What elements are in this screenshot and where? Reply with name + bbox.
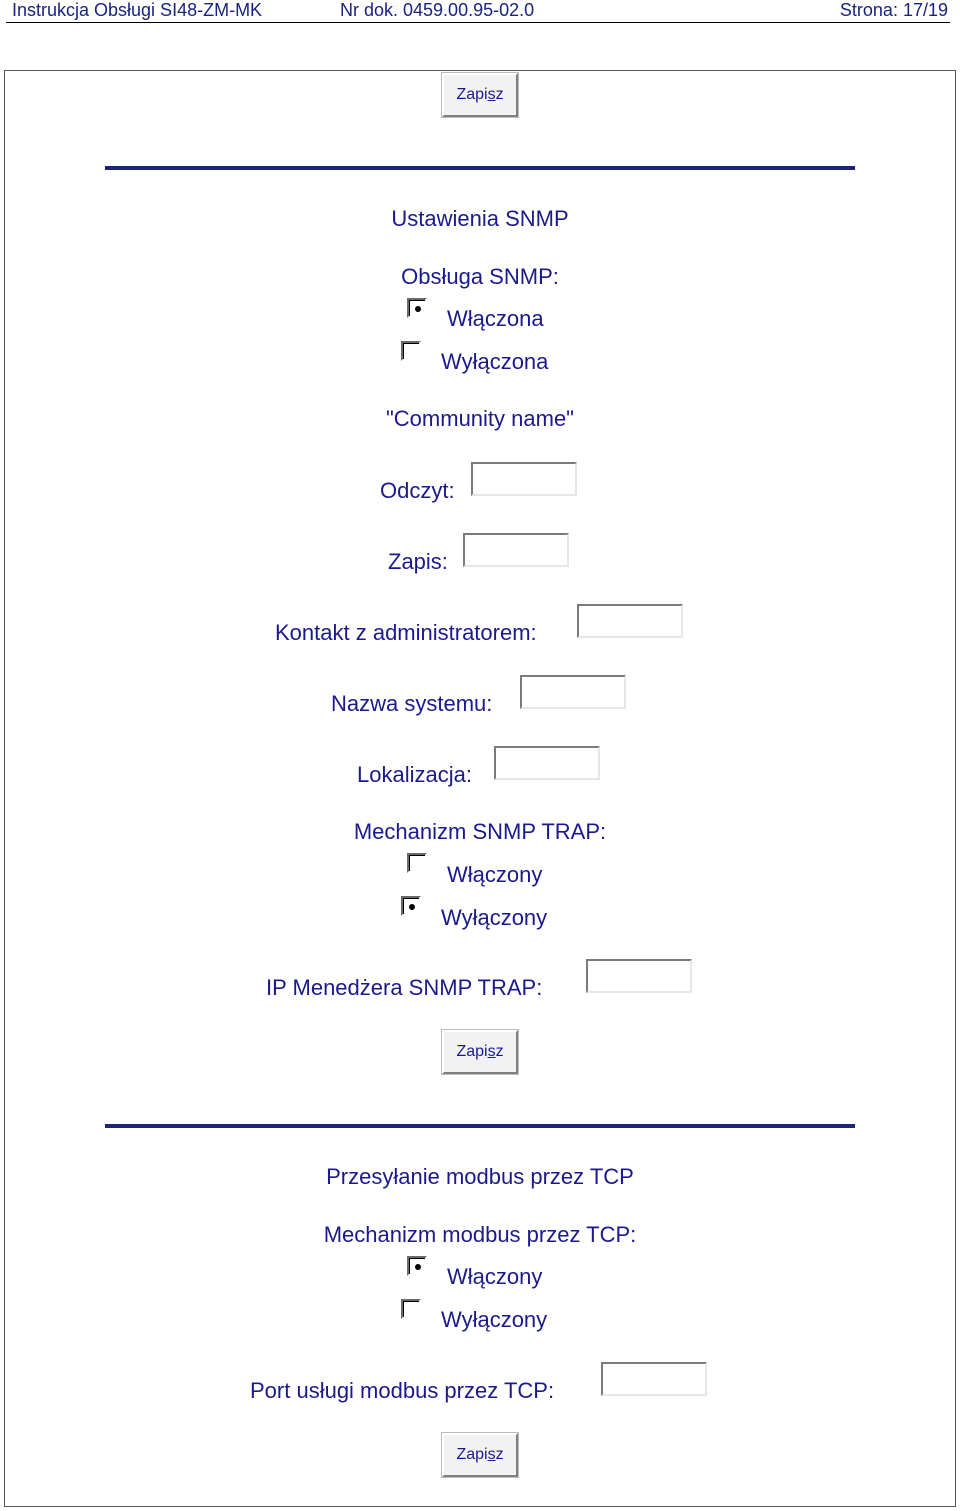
admin-contact-input[interactable] — [577, 604, 683, 638]
system-name-input[interactable] — [520, 675, 626, 709]
save-label-prefix: Zapi — [456, 1446, 488, 1463]
save-label-prefix: Zapi — [456, 1043, 488, 1060]
write-community-input[interactable] — [463, 533, 569, 567]
snmp-disabled-radio[interactable] — [401, 341, 421, 361]
modbus-enabled-label: Włączony — [447, 1264, 543, 1289]
modbus-mechanism-label: Mechanizm modbus przez TCP: — [323, 1222, 637, 1247]
save-button-top[interactable] — [442, 73, 518, 117]
community-name-label: "Community name" — [385, 406, 574, 431]
snmp-service-label: Obsługa SNMP: — [401, 264, 559, 289]
save-label-accesskey: s — [487, 86, 496, 103]
admin-contact-label: Kontakt z administratorem: — [275, 620, 537, 645]
page-number: Strona: 17/19 — [839, 0, 948, 20]
save-label-suffix: z — [495, 86, 504, 103]
modbus-enabled-radio[interactable] — [407, 1256, 427, 1276]
save-label-accesskey: s — [487, 1446, 496, 1463]
save-label-accesskey: s — [487, 1043, 496, 1060]
trap-enabled-radio[interactable] — [407, 853, 427, 873]
system-name-label: Nazwa systemu: — [331, 691, 493, 716]
location-label: Lokalizacja: — [357, 762, 472, 787]
location-input[interactable] — [494, 746, 600, 780]
trap-manager-ip-input[interactable] — [586, 959, 692, 993]
modbus-port-input[interactable] — [601, 1362, 707, 1396]
save-button-modbus[interactable] — [442, 1433, 518, 1477]
trap-enabled-label: Włączony — [447, 862, 543, 887]
section-divider-snmp — [105, 166, 855, 170]
modbus-disabled-radio[interactable] — [401, 1299, 421, 1319]
read-community-input[interactable] — [471, 462, 577, 496]
write-community-label: Zapis: — [388, 549, 448, 574]
save-label-prefix: Zapi — [456, 86, 488, 103]
modbus-section-title: Przesyłanie modbus przez TCP — [326, 1164, 634, 1189]
snmp-trap-label: Mechanizm SNMP TRAP: — [353, 819, 607, 844]
read-community-label: Odczyt: — [380, 478, 455, 503]
save-button-snmp[interactable] — [442, 1030, 518, 1074]
trap-disabled-radio[interactable] — [401, 896, 421, 916]
trap-disabled-label: Wyłączony — [441, 905, 548, 930]
modbus-port-label: Port usługi modbus przez TCP: — [250, 1378, 555, 1403]
trap-manager-ip-label: IP Menedżera SNMP TRAP: — [266, 975, 543, 1000]
document-header — [0, 0, 960, 26]
document-title: Instrukcja Obsługi SI48-ZM-MK — [12, 0, 263, 20]
snmp-section-title: Ustawienia SNMP — [391, 206, 569, 231]
save-label-suffix: z — [495, 1043, 504, 1060]
section-divider-modbus — [105, 1124, 855, 1128]
snmp-disabled-label: Wyłączona — [441, 349, 549, 374]
header-divider — [6, 22, 950, 23]
modbus-disabled-label: Wyłączony — [441, 1307, 548, 1332]
document-number: Nr dok. 0459.00.95-02.0 — [340, 0, 535, 20]
snmp-enabled-label: Włączona — [447, 306, 544, 331]
save-label-suffix: z — [495, 1446, 504, 1463]
snmp-enabled-radio[interactable] — [407, 298, 427, 318]
